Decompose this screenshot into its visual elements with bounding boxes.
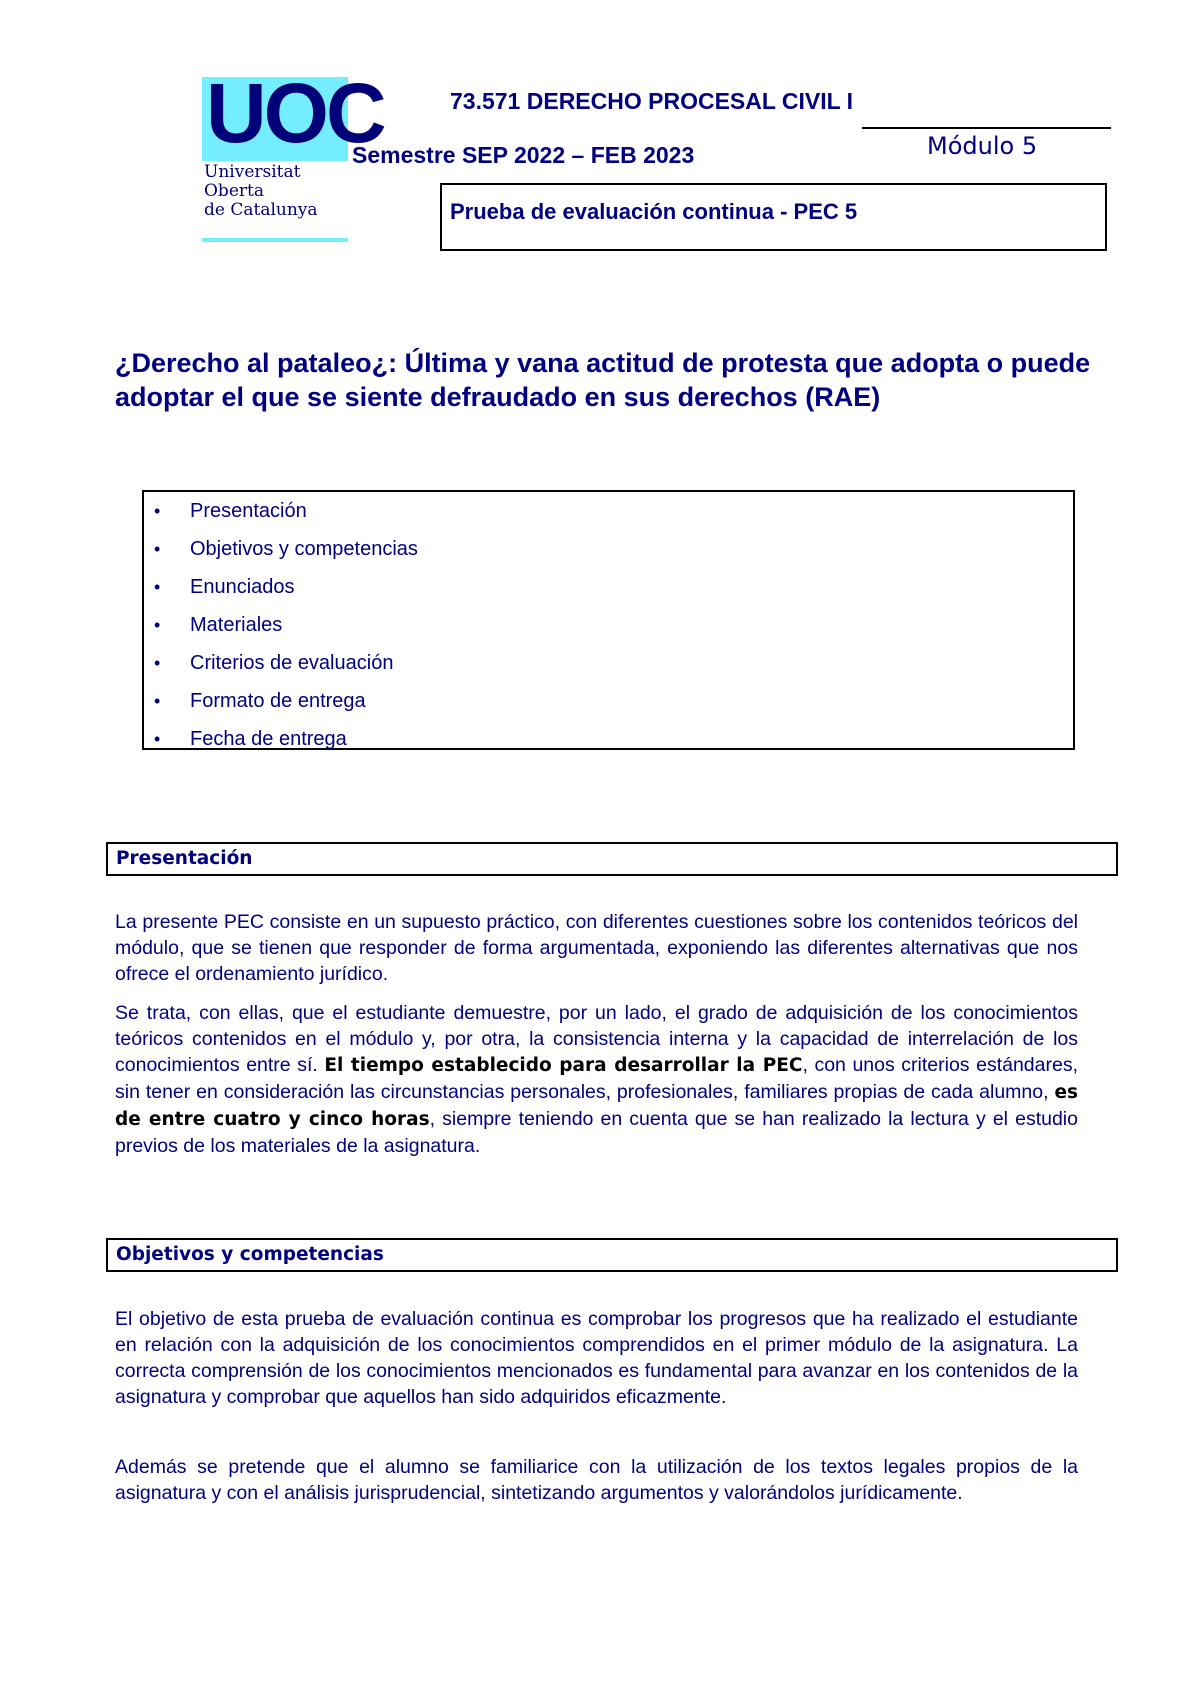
course-title: 73.571 DERECHO PROCESAL CIVIL I [450,88,854,114]
logo-underline [202,238,348,242]
text-run: , con unos criterios estándares, sin tener en consideración las circunstancias personales, profesionales, familiares propias de cada alumno, [115,1054,1078,1103]
text-run: Se trata, con ellas, que el estudiante demuestre, por un lado, el grado de adquisición de los conocimientos teóricos contenidos en el módulo y, por otra, la consistencia interna y la capacidad de interrelación de los conocimientos entre sí. [115,1002,1078,1076]
emphasis-time: El tiempo establecido para desarrollar la PEC [324,1055,803,1076]
toc-item-label: Presentación [190,500,307,522]
bullet-icon: • [154,653,161,673]
logo-subtitle: Universitat Oberta de Catalunya [204,162,318,220]
pec-title-box [440,183,1107,251]
uoc-logo [202,66,384,242]
logo-letters: UOC [206,66,384,160]
text-run: , siempre teniendo en cuenta que se han realizado la lectura y el estudio previos de los materiales de la asignatura. [115,1108,1078,1157]
toc-item-label: Enunciados [190,576,295,598]
emphasis-hours: es de entre cuatro y cinco horas [115,1082,1078,1130]
toc-item-label: Formato de entrega [190,690,366,712]
semester-label: Semestre SEP 2022 – FEB 2023 [352,142,695,168]
bullet-icon: • [154,729,161,749]
pec-title: Prueba de evaluación continua - PEC 5 [450,199,858,224]
bullet-icon: • [154,691,161,711]
bullet-icon: • [154,539,161,559]
toc-item-label: Materiales [190,614,283,636]
bullet-icon: • [154,501,161,521]
toc-item-label: Fecha de entrega [190,728,347,750]
section-heading-label: Presentación [116,848,253,869]
section-heading-objetivos [106,1238,1118,1272]
bullet-icon: • [154,615,161,635]
section-heading-presentacion [106,842,1118,876]
objetivos-paragraph-1: El objetivo de esta prueba de evaluación continua es comprobar los progresos que ha realizado el estudiante en relación con la adquisición de los conocimientos comprendidos en el primer módulo de la asignatura. La correcta comprensión de los conocimientos mencionados es fundamental para avanzar en los contenidos de la asignatura y comprobar que aquellos han sido adquiridos eficazmente. [115,1308,1078,1408]
logo-subtitle-area [202,161,348,242]
toc-item-label: Objetivos y competencias [190,538,418,560]
objetivos-paragraph-2: Además se pretende que el alumno se familiarice con la utilización de los textos legales propios de la asignatura y con el análisis jurisprudencial, sintetizando argumentos y valorándolos jurídicamente. [115,1456,1078,1504]
presentacion-paragraph-1: La presente PEC consiste en un supuesto práctico, con diferentes cuestiones sobre los contenidos teóricos del módulo, que se tienen que responder de forma argumentada, exponiendo las diferentes alternativas que nos ofrece el ordenamiento jurídico. [115,911,1078,985]
presentacion-paragraph-2 [115,1000,1078,1159]
bullet-icon: • [154,577,161,597]
table-of-contents [142,490,1075,750]
page-title: ¿Derecho al pataleo¿: Última y vana actitud de protesta que adopta o puede adoptar el que se siente defraudado en sus derechos (RAE) [115,348,1091,412]
module-divider [862,127,1111,129]
section-heading-label: Objetivos y competencias [116,1244,384,1265]
logo-block [202,66,384,161]
toc-item-label: Criterios de evaluación [190,652,394,674]
module-label: Módulo 5 [927,132,1038,160]
